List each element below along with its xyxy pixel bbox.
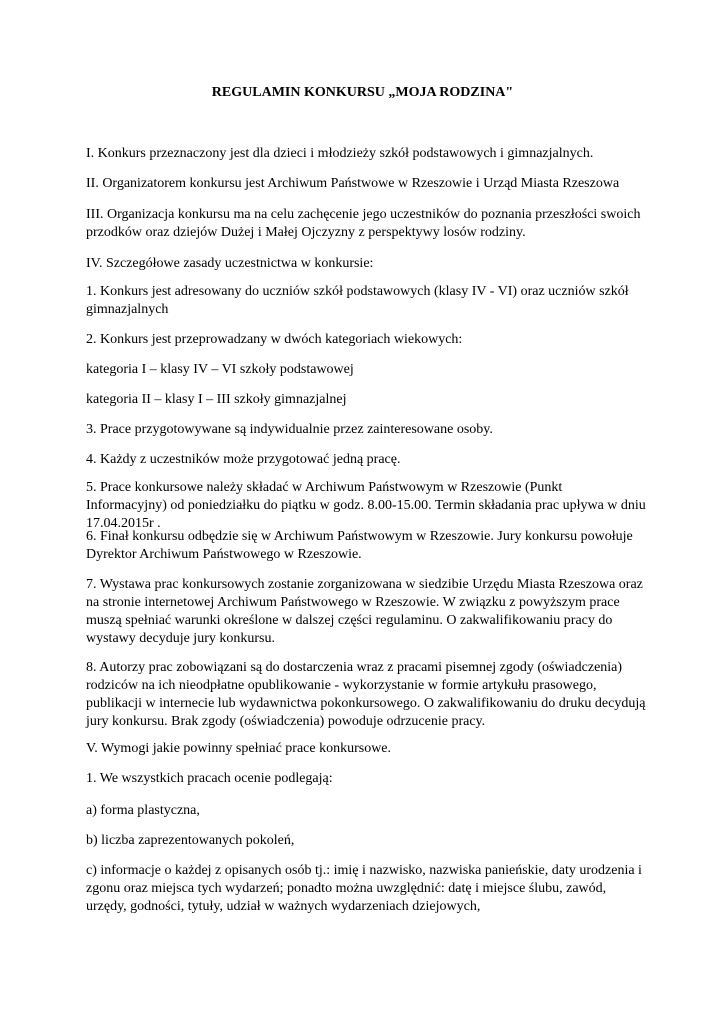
paragraph-section-5: V. Wymogi jakie powinny spełniać prace konkursowe.	[86, 741, 392, 756]
paragraph-rule-4: 4. Każdy z uczestników może przygotować jedną pracę.	[86, 452, 401, 467]
paragraph-rule-6: 6. Finał konkursu odbędzie się w Archiwum Państwowym w Rzeszowie. Jury konkursu powołuje Dyrektor Archiwum Państwowego w Rzeszowie.	[86, 529, 633, 562]
paragraph-rule-7: 7. Wystawa prac konkursowych zostanie zorganizowana w siedzibie Urzędu Miasta Rzeszowa oraz na stronie internetowej Archiwum Państwowego w Rzeszowie. W związku z powyższym prace muszą spełniać warunki określone w dalszej części regulaminu. O zakwalifikowaniu pracy do wystawy decyduje jury konkursu.	[86, 577, 643, 646]
paragraph-item-c: c) informacje o każdej z opisanych osób tj.: imię i nazwisko, nazwiska panieńskie, daty urodzenia i zgonu oraz miejsca tych wydarzeń; ponadto można uwzględnić: datę i miejsce ślubu, zawód, urzędy, godności, tytuły, udział w ważnych wydarzeniach dziejowych,	[86, 863, 642, 914]
paragraph-item-b: b) liczba zaprezentowanych pokoleń,	[86, 833, 295, 848]
paragraph-category-1: kategoria I – klasy IV – VI szkoły podstawowej	[86, 362, 354, 377]
paragraph-rule-1: 1. Konkurs jest adresowany do uczniów szkół podstawowych (klasy IV - VI) oraz uczniów szkół gimnazjalnych	[86, 284, 629, 317]
paragraph-rule-3: 3. Prace przygotowywane są indywidualnie przez zainteresowane osoby.	[86, 422, 493, 437]
paragraph-section-3: III. Organizacja konkursu ma na celu zachęcenie jego uczestników do poznania przeszłości swoich przodków oraz dziejów Dużej i Małej Ojczyzny z perspektywy losów rodziny.	[86, 207, 641, 240]
paragraph-requirement-1: 1. We wszystkich pracach ocenie podlegają:	[86, 771, 333, 786]
paragraph-item-a: a) forma plastyczna,	[86, 803, 200, 818]
paragraph-category-2: kategoria II – klasy I – III szkoły gimnazjalnej	[86, 392, 347, 407]
document-title: REGULAMIN KONKURSU „MOJA RODZINA"	[211, 85, 514, 100]
paragraph-rule-8: 8. Autorzy prac zobowiązani są do dostarczenia wraz z pracami pisemnej zgody (oświadczenia) rodziców na ich nieodpłatne opublikowanie - wykorzystanie w formie artykułu prasowego, publikacji w internecie lub wydawnictwa pokonkursowego. O zakwalifikowaniu do druku decydują jury konkursu. Brak zgody (oświadczenia) powoduje odrzucenie pracy.	[86, 660, 646, 729]
paragraph-section-1: I. Konkurs przeznaczony jest dla dzieci i młodzieży szkół podstawowych i gimnazjalnych.	[86, 146, 594, 161]
paragraph-section-4: IV. Szczegółowe zasady uczestnictwa w konkursie:	[86, 256, 374, 271]
paragraph-section-2: II. Organizatorem konkursu jest Archiwum Państwowe w Rzeszowie i Urząd Miasta Rzeszowa	[86, 176, 620, 191]
paragraph-rule-5: 5. Prace konkursowe należy składać w Archiwum Państwowym w Rzeszowie (Punkt Informacyjny) od poniedziałku do piątku w godz. 8.00-15.00. Termin składania prac upływa w dniu 17.04.2015r .	[86, 480, 646, 531]
paragraph-rule-2: 2. Konkurs jest przeprowadzany w dwóch kategoriach wiekowych:	[86, 332, 463, 347]
